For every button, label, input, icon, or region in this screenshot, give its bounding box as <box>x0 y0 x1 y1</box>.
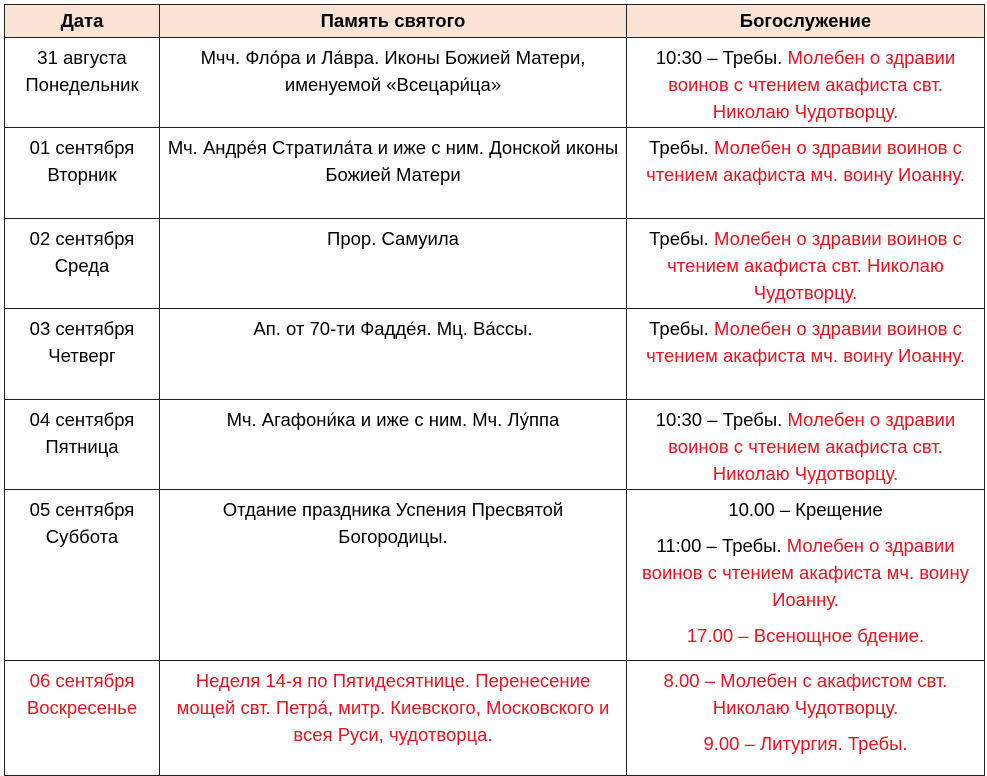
date-text: 03 сентября <box>29 318 135 339</box>
service-prefix: 10:30 – Требы. <box>655 409 783 430</box>
service-prefix: 10.00 – Крещение <box>728 499 883 520</box>
date-text: 31 августа <box>37 47 127 68</box>
service-cell <box>627 38 985 128</box>
saint-cell: Прор. Самуила <box>160 219 627 309</box>
header-row <box>5 5 985 38</box>
service-prefix: Требы. <box>649 137 709 158</box>
service-red-text: 8.00 – Молебен с акафистом свт. Николаю Чудотворцу. <box>663 670 948 718</box>
service-red-text: Молебен о здравии воинов с чтением акафиста свт. Николаю Чудотворцу. <box>668 47 956 122</box>
date-text: 01 сентября <box>29 137 135 158</box>
service-line <box>633 44 978 125</box>
date-cell <box>5 400 160 490</box>
service-cell <box>627 219 985 309</box>
date-text: 02 сентября <box>29 228 135 249</box>
weekday-text: Среда <box>54 255 110 276</box>
date-cell <box>5 38 160 128</box>
saint-cell: Ап. от 70-ти Фадде́я. Мц. Ва́ссы. <box>160 309 627 400</box>
service-line <box>633 315 978 369</box>
saint-cell: Мчч. Фло́ра и Ла́вра. Иконы Божией Матери, именуемой «Всецари́ца» <box>160 38 627 128</box>
table-row <box>5 128 985 219</box>
service-line <box>633 622 978 649</box>
saint-cell: Отдание праздника Успения Пресвятой Богородицы. <box>160 490 627 661</box>
service-red-text: Молебен о здравии воинов с чтением акафиста мч. воину Иоанну. <box>646 318 965 366</box>
service-red-text: Молебен о здравии воинов с чтением акафиста мч. воину Иоанну. <box>646 137 965 185</box>
service-red-text: Молебен о здравии воинов с чтением акафиста свт. Николаю Чудотворцу. <box>667 228 962 303</box>
date-text: 06 сентября <box>29 670 135 691</box>
service-red-text: Молебен о здравии воинов с чтением акафиста свт. Николаю Чудотворцу. <box>668 409 956 484</box>
weekday-text: Пятница <box>45 436 119 457</box>
service-red-text: Молебен о здравии воинов с чтением акафиста мч. воину Иоанну. <box>642 535 969 610</box>
table-row <box>5 309 985 400</box>
service-line <box>633 496 978 523</box>
service-line <box>633 730 978 757</box>
service-cell <box>627 309 985 400</box>
saint-cell: Неделя 14-я по Пятидесятнице. Перенесение мощей свт. Петра́, митр. Киевского, Московского и всея Руси, чудотворца. <box>160 661 627 776</box>
saint-cell: Мч. Андре́я Стратила́та и иже с ним. Донской иконы Божией Матери <box>160 128 627 219</box>
date-cell <box>5 661 160 776</box>
date-cell <box>5 128 160 219</box>
service-line <box>633 667 978 721</box>
service-cell <box>627 490 985 661</box>
service-line <box>633 225 978 306</box>
service-prefix: 10:30 – Требы. <box>655 47 783 68</box>
table-row <box>5 661 985 776</box>
service-line <box>633 134 978 188</box>
saint-cell: Мч. Агафони́ка и иже с ним. Мч. Лу́ппа <box>160 400 627 490</box>
service-cell <box>627 661 985 776</box>
weekday-text: Воскресенье <box>26 697 138 718</box>
table-row <box>5 38 985 128</box>
service-line <box>633 532 978 613</box>
service-cell <box>627 400 985 490</box>
weekday-text: Четверг <box>48 345 116 366</box>
service-cell <box>627 128 985 219</box>
service-prefix: Требы. <box>649 318 709 339</box>
date-cell <box>5 490 160 661</box>
service-prefix: 11:00 – Требы. <box>656 535 782 556</box>
weekday-text: Понедельник <box>25 74 139 95</box>
header-saint: Память святого <box>160 5 627 38</box>
date-cell <box>5 219 160 309</box>
service-red-text: 9.00 – Литургия. Требы. <box>703 733 908 754</box>
weekday-text: Вторник <box>47 164 117 185</box>
table-row <box>5 490 985 661</box>
date-text: 05 сентября <box>29 499 135 520</box>
date-cell <box>5 309 160 400</box>
table-row <box>5 400 985 490</box>
schedule-table <box>4 4 985 776</box>
header-date: Дата <box>5 5 160 38</box>
table-row <box>5 219 985 309</box>
service-line <box>633 406 978 487</box>
service-prefix: Требы. <box>649 228 709 249</box>
weekday-text: Суббота <box>45 526 119 547</box>
service-red-text: 17.00 – Всенощное бдение. <box>686 625 925 646</box>
date-text: 04 сентября <box>29 409 135 430</box>
header-service: Богослужение <box>627 5 985 38</box>
